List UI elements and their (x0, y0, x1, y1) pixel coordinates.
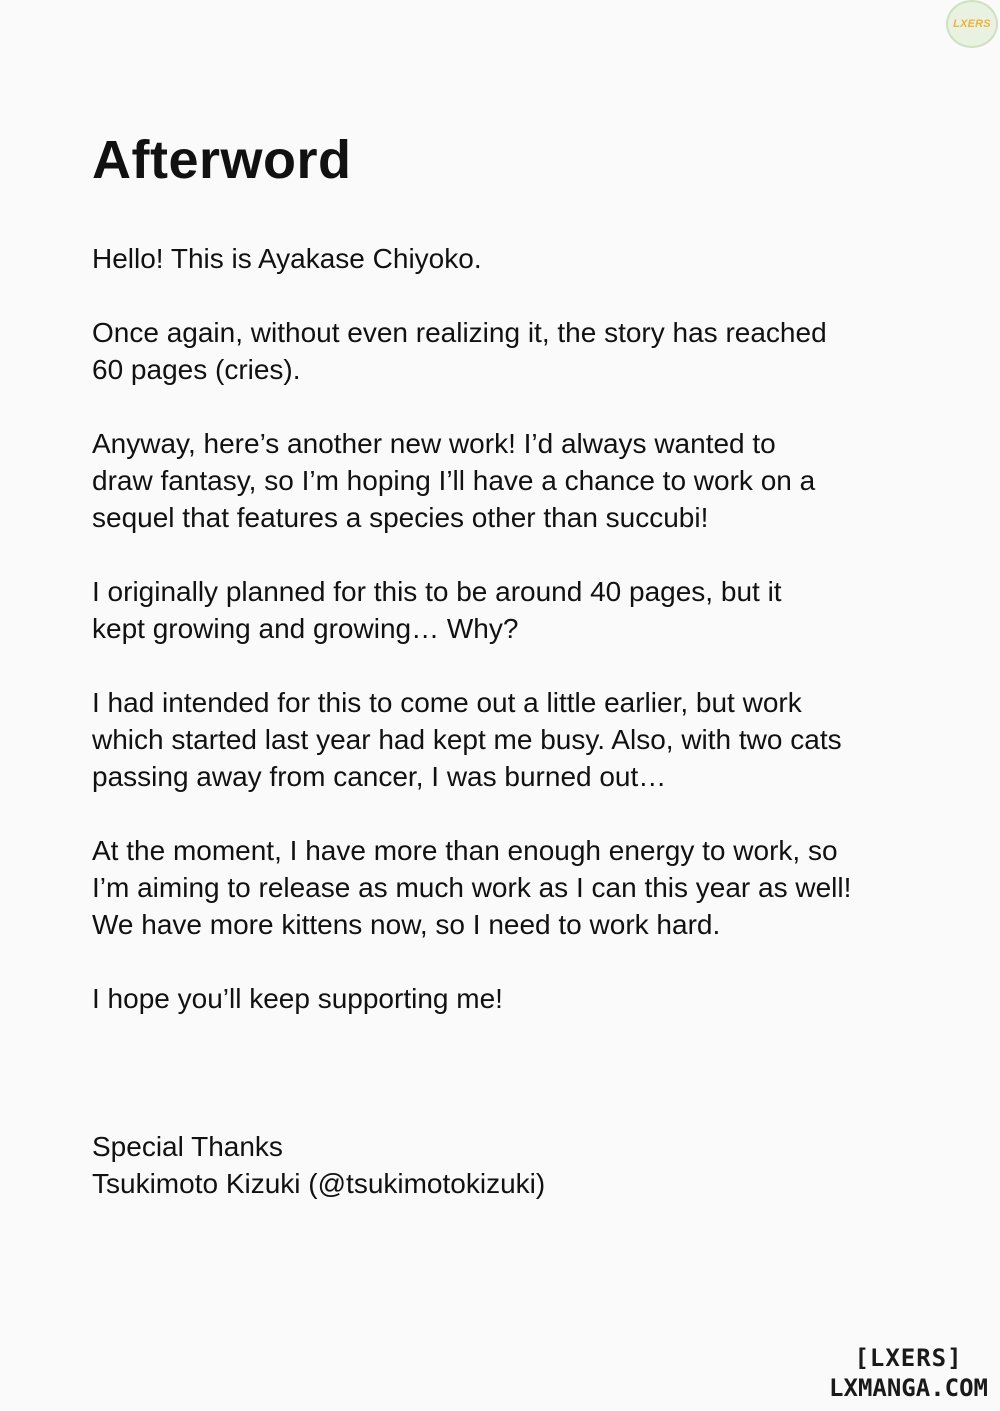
paragraph-closing: I hope you’ll keep supporting me! (92, 983, 503, 1014)
paragraph-current-plans: At the moment, I have more than enough energy to work, so I’m aiming to release as much work as I can this year as well! We have more kittens now, so I need to work hard. (92, 835, 852, 940)
lxers-badge-logo (946, 0, 998, 48)
paragraph-page-count: Once again, without even realizing it, the story has reached 60 pages (cries). (92, 317, 827, 385)
lxmanga-watermark (829, 1343, 988, 1403)
special-thanks-name: Tsukimoto Kizuki (@tsukimotokizuki) (92, 1168, 546, 1199)
page-title: Afterword (92, 130, 352, 190)
watermark-line-2: LXMANGA.COM (829, 1374, 988, 1402)
watermark-line-1: [LXERS] (854, 1344, 963, 1372)
paragraph-delay: I had intended for this to come out a little earlier, but work which started last year had kept me busy. Also, with two cats passing away from cancer, I was burned out… (92, 687, 842, 792)
paragraph-greeting: Hello! This is Ayakase Chiyoko. (92, 243, 482, 274)
paragraph-new-work: Anyway, here’s another new work! I’d always wanted to draw fantasy, so I’m hoping I’ll have a chance to work on a sequel that features a species other than succubi! (92, 428, 816, 533)
lxers-badge-text: LXERS (953, 18, 991, 30)
afterword-body (92, 240, 932, 1202)
paragraph-original-plan: I originally planned for this to be around 40 pages, but it kept growing and growing… Why? (92, 576, 782, 644)
special-thanks-heading: Special Thanks (92, 1131, 283, 1162)
